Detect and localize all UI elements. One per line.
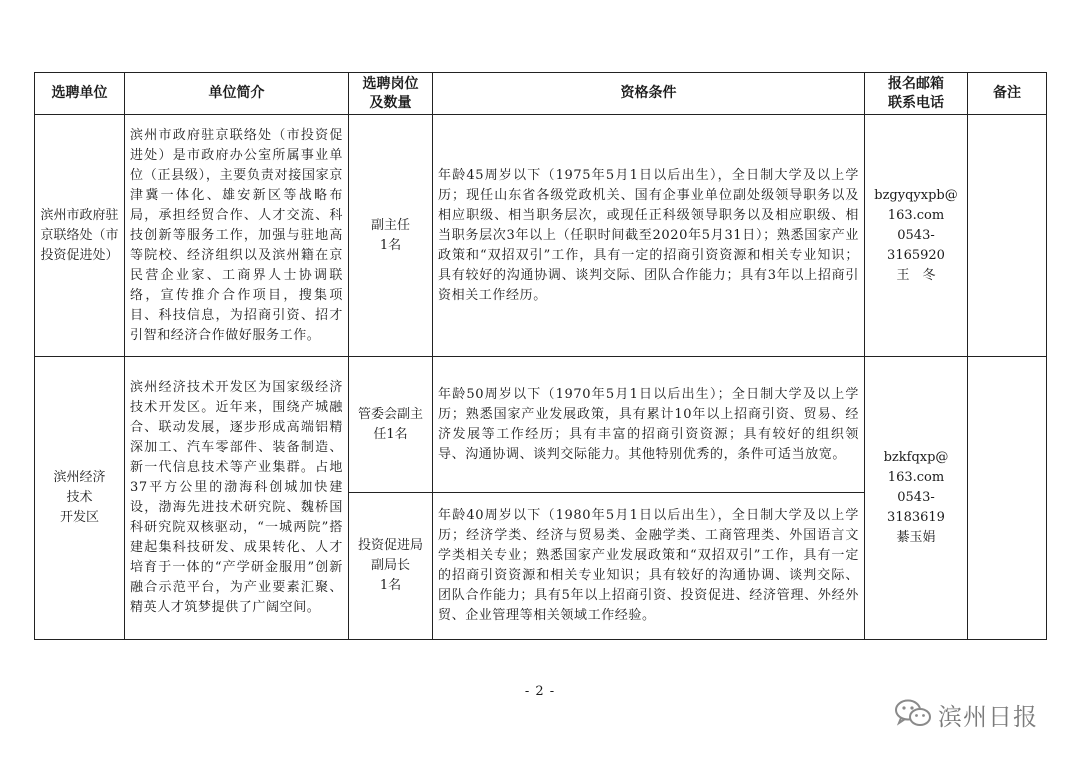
unit-line2: 技术 <box>66 490 93 505</box>
phone-line2: 3165920 <box>887 247 945 263</box>
header-position-line2: 及数量 <box>369 94 412 111</box>
position-title: 投资促进局副局长 <box>357 538 423 573</box>
contact-person: 綦玉娟 <box>896 530 936 545</box>
header-contact <box>865 73 968 115</box>
header-position-line1: 选聘岗位 <box>362 75 419 92</box>
table-row <box>35 115 1047 357</box>
email-line2: 163.com <box>887 207 945 223</box>
intro-cell: 滨州市政府驻京联络处（市投资促进处）是市政府办公室所属事业单位（正县级），主要负责对接国家京津冀一体化、雄安新区等战略布局，承担经贸合作、人才交流、科技创新等服务工作，加强与驻地高等院校、经济组织以及滨州籍在京民营企业家、工商界人士协调联络，宣传推介合作项目，搜集项目、科技信息，为招商引资、招才引智和经济合作做好服务工作。 <box>125 115 349 357</box>
table-row <box>35 357 1047 493</box>
header-remarks: 备注 <box>968 73 1047 115</box>
phone-line2: 3183619 <box>887 510 945 525</box>
email-line1: bzgyqyxpb@ <box>874 187 958 203</box>
position-quantity: 1名 <box>379 578 402 593</box>
header-contact-line2: 联系电话 <box>888 94 944 111</box>
unit-line3: 开发区 <box>59 510 99 525</box>
position-cell <box>349 115 433 357</box>
header-contact-line1: 报名邮箱 <box>888 75 944 92</box>
header-requirements: 资格条件 <box>433 73 865 115</box>
contact-cell <box>865 357 968 640</box>
intro-cell: 滨州经济技术开发区为国家级经济技术开发区。近年来，围绕产城融合、联动发展，逐步形成高端铝精深加工、汽车零部件、装备制造、新一代信息技术等产业集群。占地37平方公里的渤海科创城加快建设，渤海先进技术研究院、魏桥国科研究院双核驱动，“一城两院”搭建起集科技研发、成果转化、人才培育于一体的“产学研金服用”创新融合示范平台，为产业要素汇聚、精英人才筑梦提供了广阔空间。 <box>125 357 349 640</box>
position-cell <box>349 493 433 640</box>
contact-person: 王 冬 <box>896 267 936 283</box>
position-cell: 管委会副主任1名 <box>349 357 433 493</box>
unit-cell <box>35 357 125 640</box>
table-header-row <box>35 73 1047 115</box>
header-position <box>349 73 433 115</box>
header-unit: 选聘单位 <box>35 73 125 115</box>
email-line1: bzkfqxp@ <box>883 450 949 465</box>
unit-cell: 滨州市政府驻京联络处（市投资促进处） <box>35 115 125 357</box>
requirements-cell: 年龄40周岁以下（1980年5月1日以后出生），全日制大学及以上学历；经济学类、经济与贸易类、金融学类、工商管理类、外国语言文学类相关专业；熟悉国家产业发展政策和“双招双引”工作，具有一定的招商引资资源和相关专业知识；具有较好的沟通协调、谈判交际、团队合作能力；具有5年以上招商引资、投资促进、经济管理、外经外贸、企业管理等相关领域工作经验。 <box>433 493 865 640</box>
wechat-icon <box>894 698 932 732</box>
recruitment-table <box>34 72 1047 640</box>
requirements-cell: 年龄50周岁以下（1970年5月1日以后出生）；全日制大学及以上学历；熟悉国家产业发展政策，具有累计10年以上招商引资、贸易、经济发展等工作经历；具有丰富的招商引资资源；具有较好的组织领导、沟通协调、谈判交际能力。其他特别优秀的，条件可适当放宽。 <box>433 357 865 493</box>
header-intro: 单位简介 <box>125 73 349 115</box>
position-title: 副主任 <box>370 217 410 233</box>
phone-line1: 0543- <box>897 490 935 505</box>
email-line2: 163.com <box>887 470 945 485</box>
watermark-text: 滨州日报 <box>938 703 1038 731</box>
remarks-cell <box>968 115 1047 357</box>
contact-cell <box>865 115 968 357</box>
watermark <box>894 697 1038 732</box>
phone-line1: 0543- <box>897 227 935 243</box>
page-number: - 2 - <box>524 684 556 699</box>
position-quantity: 1名 <box>379 237 402 253</box>
remarks-cell <box>968 357 1047 640</box>
requirements-cell: 年龄45周岁以下（1975年5月1日以后出生），全日制大学及以上学历；现任山东省各级党政机关、国有企事业单位副处级领导职务以及相应职级、相当职务层次，或现任正科级领导职务以及相应职级、相当职务层次3年以上（任职时间截至2020年5月31日）；熟悉国家产业政策和“双招双引”工作，具有一定的招商引资资源和相关专业知识；具有较好的沟通协调、谈判交际、团队合作能力；具有3年以上招商引资相关工作经历。 <box>433 115 865 357</box>
unit-line1: 滨州经济 <box>53 470 106 485</box>
